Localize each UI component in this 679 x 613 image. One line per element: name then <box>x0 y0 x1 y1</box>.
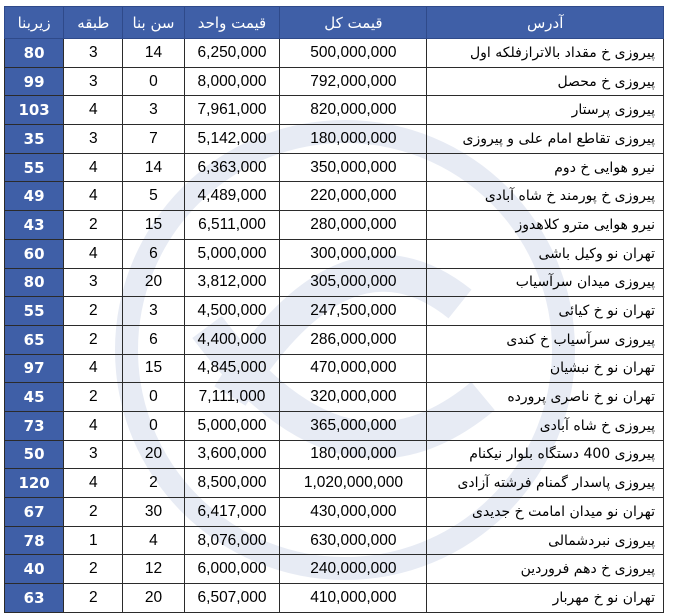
cell-age: 6 <box>123 325 184 354</box>
cell-unit-price: 8,500,000 <box>184 469 280 498</box>
table-row <box>5 354 664 383</box>
cell-total-price: 280,000,000 <box>280 211 427 240</box>
table-row <box>5 39 664 68</box>
cell-area: 60 <box>5 239 64 268</box>
cell-area: 80 <box>5 39 64 68</box>
cell-area: 45 <box>5 383 64 412</box>
cell-total-price: 1,020,000,000 <box>280 469 427 498</box>
cell-floor: 4 <box>64 411 123 440</box>
cell-total-price: 470,000,000 <box>280 354 427 383</box>
header-unit-price: قیمت واحد <box>184 7 280 39</box>
cell-age: 6 <box>123 239 184 268</box>
header-area: زیربنا <box>5 7 64 39</box>
cell-area: 99 <box>5 67 64 96</box>
header-age: سن بنا <box>123 7 184 39</box>
cell-area: 49 <box>5 182 64 211</box>
cell-total-price: 247,500,000 <box>280 297 427 326</box>
cell-age: 20 <box>123 268 184 297</box>
cell-total-price: 500,000,000 <box>280 39 427 68</box>
cell-total-price: 350,000,000 <box>280 153 427 182</box>
cell-unit-price: 3,812,000 <box>184 268 280 297</box>
cell-age: 4 <box>123 526 184 555</box>
cell-address: پیروزی خ دهم فروردین <box>427 555 664 584</box>
cell-unit-price: 5,000,000 <box>184 239 280 268</box>
cell-age: 14 <box>123 153 184 182</box>
cell-total-price: 305,000,000 <box>280 268 427 297</box>
table-row <box>5 67 664 96</box>
cell-total-price: 630,000,000 <box>280 526 427 555</box>
cell-floor: 2 <box>64 211 123 240</box>
table-row <box>5 411 664 440</box>
table-row <box>5 325 664 354</box>
cell-area: 65 <box>5 325 64 354</box>
cell-age: 14 <box>123 39 184 68</box>
cell-unit-price: 6,511,000 <box>184 211 280 240</box>
cell-total-price: 365,000,000 <box>280 411 427 440</box>
cell-floor: 4 <box>64 153 123 182</box>
cell-floor: 4 <box>64 354 123 383</box>
cell-address: پیروزی تقاطع امام علی و پیروزی <box>427 125 664 154</box>
cell-unit-price: 4,845,000 <box>184 354 280 383</box>
cell-unit-price: 6,507,000 <box>184 584 280 613</box>
cell-total-price: 300,000,000 <box>280 239 427 268</box>
cell-floor: 3 <box>64 125 123 154</box>
price-table-container <box>4 6 664 613</box>
cell-area: 120 <box>5 469 64 498</box>
cell-age: 3 <box>123 96 184 125</box>
cell-floor: 2 <box>64 383 123 412</box>
cell-address: تهران نو خ مهربار <box>427 584 664 613</box>
cell-area: 35 <box>5 125 64 154</box>
cell-floor: 3 <box>64 268 123 297</box>
cell-unit-price: 5,142,000 <box>184 125 280 154</box>
cell-unit-price: 5,000,000 <box>184 411 280 440</box>
cell-address: پیروزی خ مقداد بالاترازفلکه اول <box>427 39 664 68</box>
table-row <box>5 239 664 268</box>
table-row <box>5 153 664 182</box>
table-row <box>5 440 664 469</box>
cell-unit-price: 8,000,000 <box>184 67 280 96</box>
cell-age: 20 <box>123 440 184 469</box>
cell-total-price: 320,000,000 <box>280 383 427 412</box>
cell-address: نیرو هوایی خ دوم <box>427 153 664 182</box>
cell-age: 3 <box>123 297 184 326</box>
cell-floor: 2 <box>64 555 123 584</box>
cell-unit-price: 6,000,000 <box>184 555 280 584</box>
table-row <box>5 182 664 211</box>
cell-total-price: 430,000,000 <box>280 498 427 527</box>
cell-area: 97 <box>5 354 64 383</box>
cell-floor: 4 <box>64 469 123 498</box>
cell-age: 5 <box>123 182 184 211</box>
cell-total-price: 410,000,000 <box>280 584 427 613</box>
cell-age: 0 <box>123 67 184 96</box>
apartment-price-table <box>4 6 664 613</box>
table-row <box>5 383 664 412</box>
cell-area: 80 <box>5 268 64 297</box>
cell-total-price: 792,000,000 <box>280 67 427 96</box>
cell-area: 103 <box>5 96 64 125</box>
cell-unit-price: 6,363,000 <box>184 153 280 182</box>
cell-area: 67 <box>5 498 64 527</box>
table-body <box>5 39 664 613</box>
cell-age: 20 <box>123 584 184 613</box>
cell-age: 2 <box>123 469 184 498</box>
cell-address: تهران نو میدان امامت خ جدیدی <box>427 498 664 527</box>
table-row <box>5 125 664 154</box>
table-row <box>5 96 664 125</box>
table-row <box>5 211 664 240</box>
header-floor: طبقه <box>64 7 123 39</box>
cell-floor: 1 <box>64 526 123 555</box>
cell-unit-price: 4,489,000 <box>184 182 280 211</box>
cell-floor: 2 <box>64 584 123 613</box>
cell-address: پیروزی پرستار <box>427 96 664 125</box>
cell-area: 50 <box>5 440 64 469</box>
cell-address: نیرو هوایی مترو کلاهدوز <box>427 211 664 240</box>
cell-address: تهران نو خ ناصری پرورده <box>427 383 664 412</box>
cell-area: 55 <box>5 153 64 182</box>
cell-address: پیروزی نبردشمالی <box>427 526 664 555</box>
cell-age: 12 <box>123 555 184 584</box>
table-row <box>5 469 664 498</box>
cell-unit-price: 4,400,000 <box>184 325 280 354</box>
cell-address: پیروزی 400 دستگاه بلوار نیکنام <box>427 440 664 469</box>
header-total-price: قیمت کل <box>280 7 427 39</box>
cell-address: تهران نو خ نبشیان <box>427 354 664 383</box>
cell-age: 30 <box>123 498 184 527</box>
header-address: آدرس <box>427 7 664 39</box>
cell-address: تهران نو وکیل باشی <box>427 239 664 268</box>
table-row <box>5 498 664 527</box>
table-row <box>5 584 664 613</box>
cell-floor: 3 <box>64 39 123 68</box>
cell-floor: 2 <box>64 297 123 326</box>
table-row <box>5 297 664 326</box>
cell-total-price: 286,000,000 <box>280 325 427 354</box>
cell-address: پیروزی خ شاه آبادی <box>427 411 664 440</box>
cell-address: پیروزی خ محصل <box>427 67 664 96</box>
cell-address: پیروزی سرآسیاب خ کندی <box>427 325 664 354</box>
cell-unit-price: 6,417,000 <box>184 498 280 527</box>
cell-area: 63 <box>5 584 64 613</box>
cell-address: تهران نو خ کیائی <box>427 297 664 326</box>
cell-floor: 2 <box>64 498 123 527</box>
table-row <box>5 555 664 584</box>
cell-floor: 4 <box>64 96 123 125</box>
table-header-row <box>5 7 664 39</box>
cell-address: پیروزی خ پورمند خ شاه آبادی <box>427 182 664 211</box>
cell-unit-price: 8,076,000 <box>184 526 280 555</box>
cell-address: پیروزی پاسدار گمنام فرشته آزادی <box>427 469 664 498</box>
cell-area: 78 <box>5 526 64 555</box>
table-row <box>5 268 664 297</box>
cell-total-price: 240,000,000 <box>280 555 427 584</box>
cell-area: 43 <box>5 211 64 240</box>
cell-unit-price: 7,961,000 <box>184 96 280 125</box>
cell-area: 55 <box>5 297 64 326</box>
cell-address: پیروزی میدان سرآسیاب <box>427 268 664 297</box>
cell-unit-price: 6,250,000 <box>184 39 280 68</box>
cell-total-price: 220,000,000 <box>280 182 427 211</box>
cell-age: 0 <box>123 411 184 440</box>
cell-area: 40 <box>5 555 64 584</box>
cell-age: 7 <box>123 125 184 154</box>
cell-floor: 4 <box>64 239 123 268</box>
cell-unit-price: 3,600,000 <box>184 440 280 469</box>
cell-floor: 3 <box>64 440 123 469</box>
cell-unit-price: 4,500,000 <box>184 297 280 326</box>
cell-floor: 3 <box>64 67 123 96</box>
table-row <box>5 526 664 555</box>
cell-age: 15 <box>123 211 184 240</box>
cell-floor: 4 <box>64 182 123 211</box>
cell-age: 15 <box>123 354 184 383</box>
cell-total-price: 820,000,000 <box>280 96 427 125</box>
cell-area: 73 <box>5 411 64 440</box>
cell-total-price: 180,000,000 <box>280 125 427 154</box>
cell-age: 0 <box>123 383 184 412</box>
cell-total-price: 180,000,000 <box>280 440 427 469</box>
cell-floor: 2 <box>64 325 123 354</box>
cell-unit-price: 7,111,000 <box>184 383 280 412</box>
